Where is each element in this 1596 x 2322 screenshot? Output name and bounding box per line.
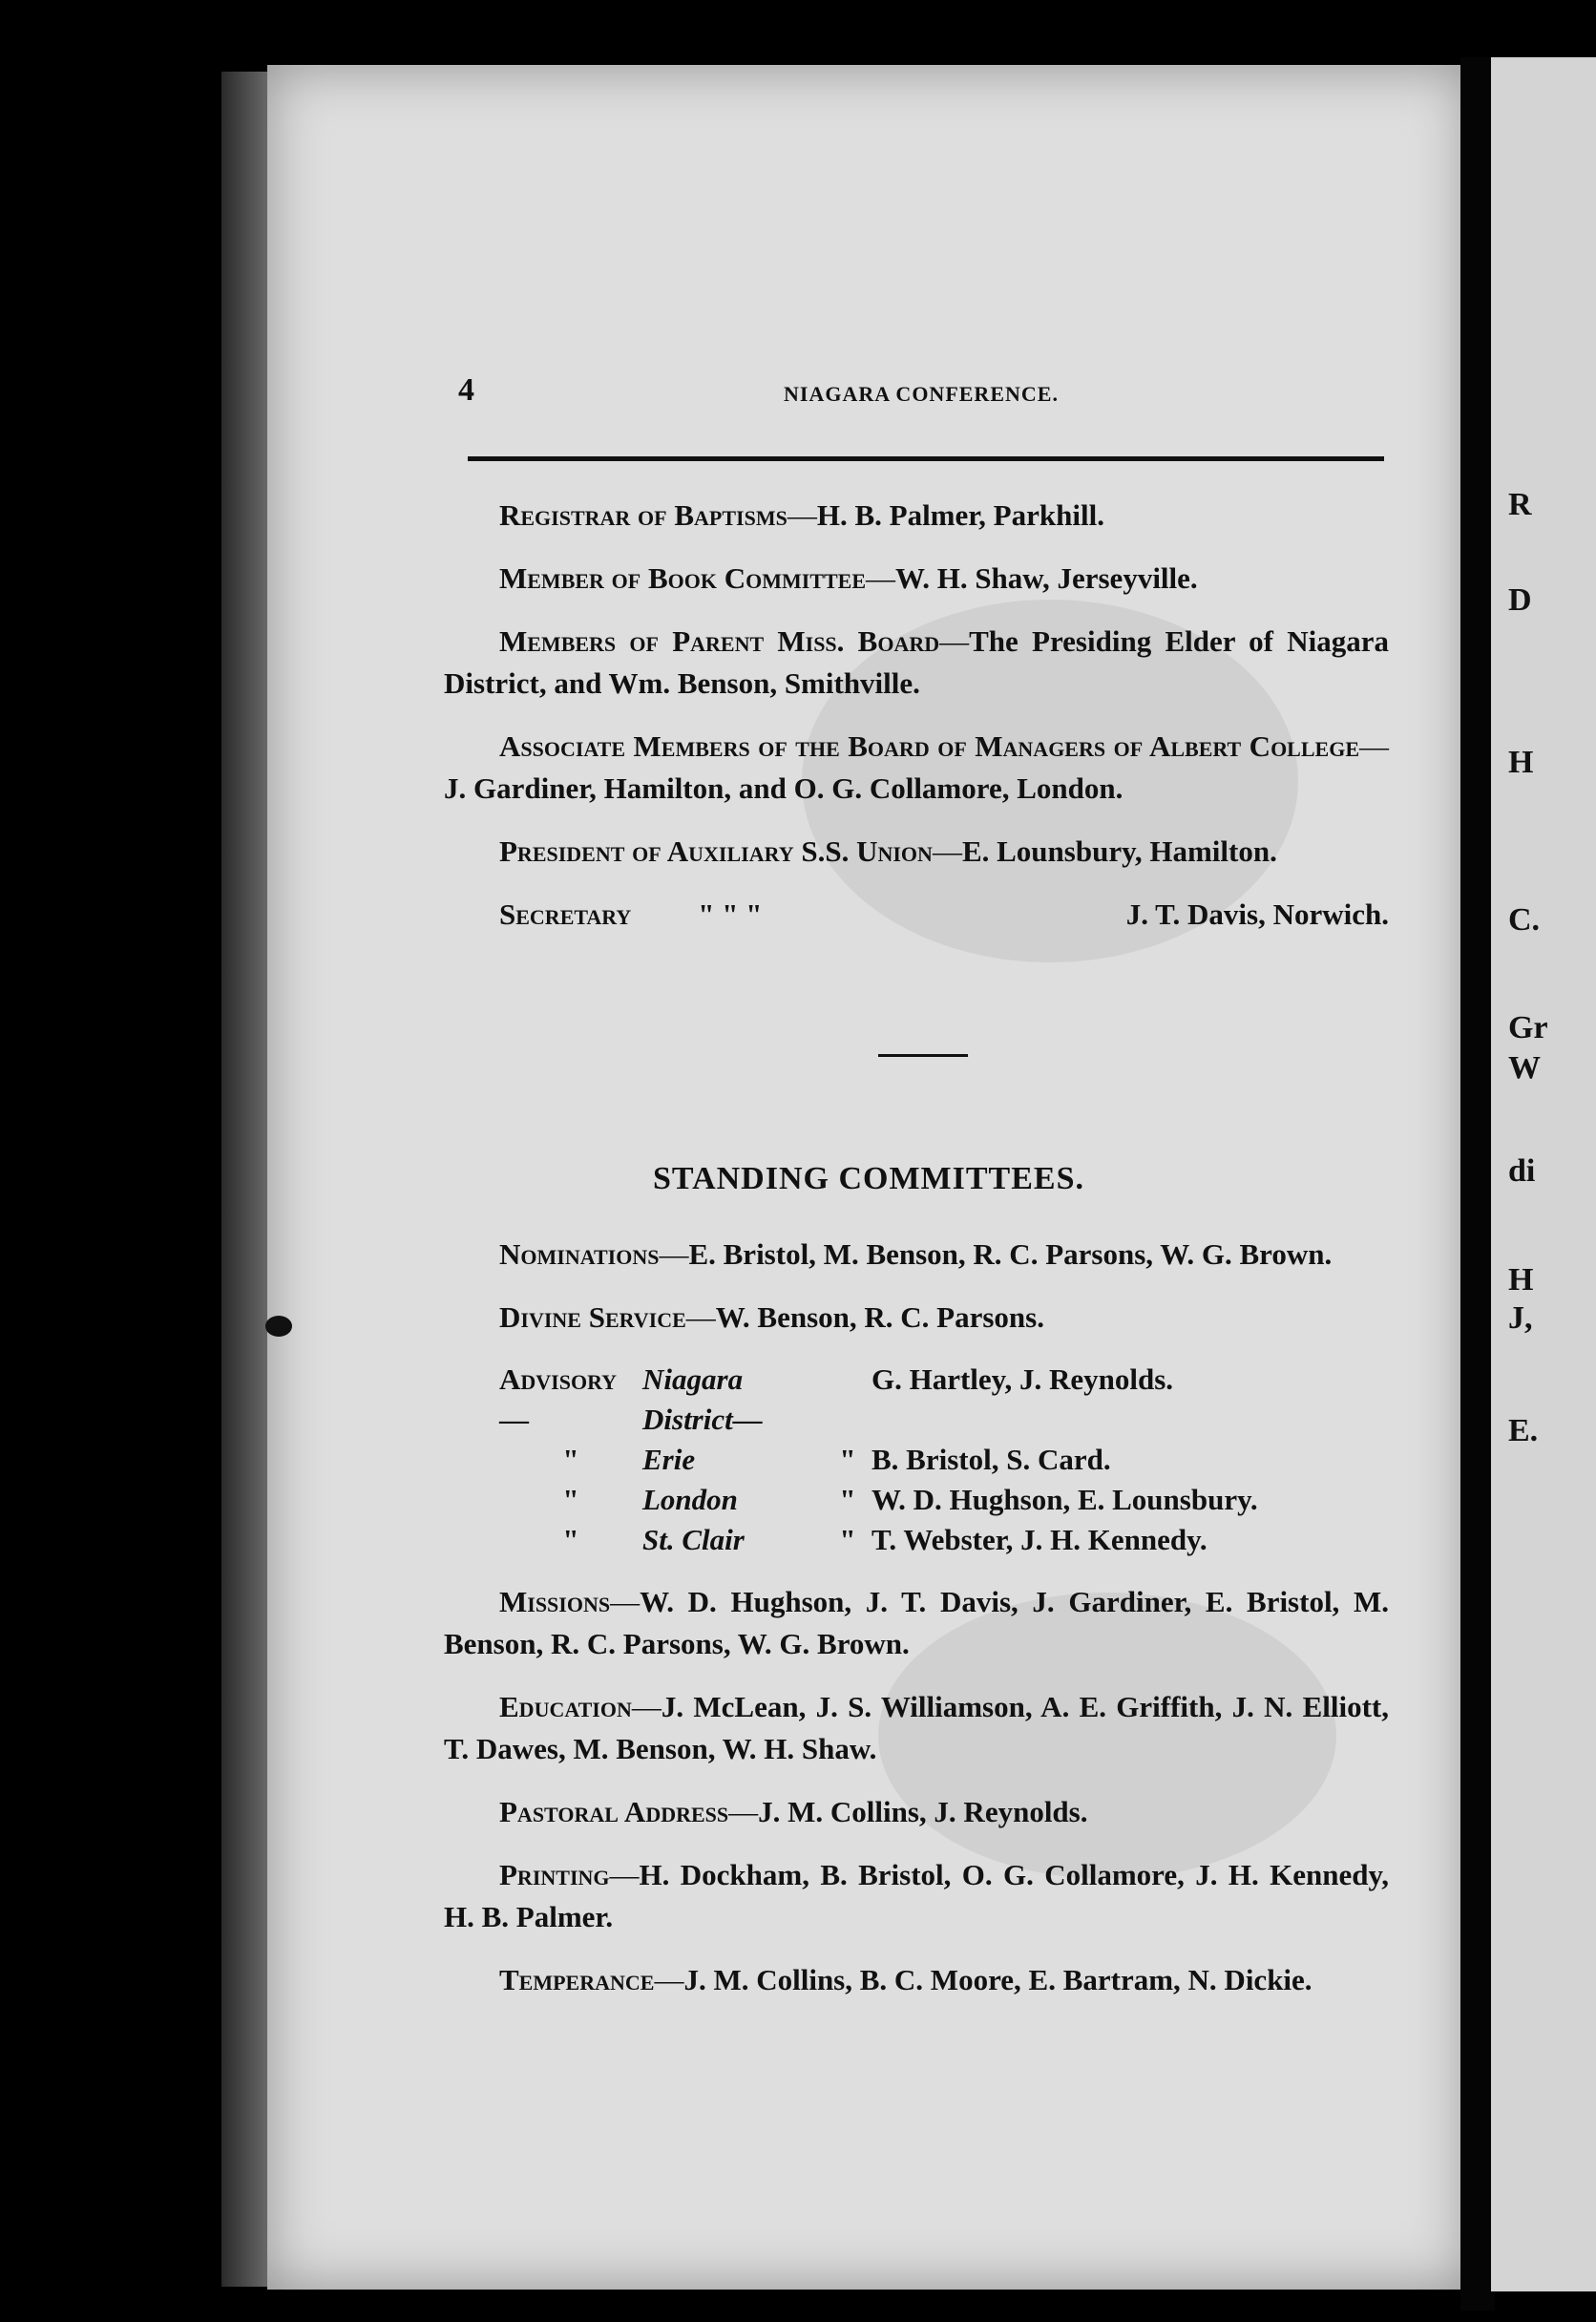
ditto-mark: " <box>839 1443 856 1476</box>
officer-names: W. H. Shaw, Jerseyville. <box>895 561 1198 595</box>
adjacent-fragment: E. <box>1508 1413 1539 1448</box>
ditto-mark <box>824 1360 872 1440</box>
committee-names: E. Bristol, M. Benson, R. C. Parsons, W. G. Brown. <box>688 1237 1333 1271</box>
secretary-entry <box>444 894 1389 936</box>
committee-label: Printing <box>499 1858 610 1891</box>
advisory-row <box>499 1520 1258 1560</box>
advisory-district: Erie <box>642 1443 696 1476</box>
officer-label: Associate Members of the Board of Managers of Albert College <box>499 729 1359 763</box>
section-title: STANDING COMMITTEES. <box>653 1161 1084 1196</box>
advisory-label: Advisory— <box>499 1362 618 1436</box>
ditto-mark: " <box>562 1443 579 1476</box>
committee-entry: Temperance—J. M. Collins, B. C. Moore, E. Bartram, N. Dickie. <box>499 1963 1312 1996</box>
committee-names: J. M. Collins, B. C. Moore, E. Bartram, N. Dickie. <box>683 1963 1312 1996</box>
officer-names: The Presiding Elder of Niagara District, and Wm. Benson, Smithville. <box>444 624 1389 700</box>
committees-list <box>444 1234 1389 2022</box>
committee-label: Pastoral Address <box>499 1795 729 1828</box>
adjacent-fragment: R <box>1508 487 1532 522</box>
advisory-row <box>499 1360 1258 1440</box>
committee-entry: Pastoral Address—J. M. Collins, J. Reynolds. <box>499 1795 1088 1828</box>
officer-entry: Member of Book Committee—W. H. Shaw, Jerseyville. <box>499 561 1198 595</box>
officer-names: E. Lounsbury, Hamilton. <box>961 834 1277 868</box>
officer-names: J. Gardiner, Hamilton, and O. G. Collamore, London. <box>444 771 1124 805</box>
ditto-mark: " <box>839 1523 856 1556</box>
committee-names: W. Benson, R. C. Parsons. <box>715 1300 1044 1334</box>
officers-list <box>444 495 1389 957</box>
committee-names: J. M. Collins, J. Reynolds. <box>758 1795 1088 1828</box>
advisory-district: St. Clair <box>642 1523 745 1556</box>
page-content <box>267 65 1470 2290</box>
committee-label: Divine Service <box>499 1300 686 1334</box>
advisory-names: B. Bristol, S. Card. <box>872 1443 1111 1476</box>
officer-entry: Registrar of Baptisms—H. B. Palmer, Parkhill. <box>499 498 1104 532</box>
officer-label: President of Auxiliary S.S. Union <box>499 834 933 868</box>
committee-entry: Education—J. McLean, J. S. Williamson, A. E. Griffith, J. N. Elliott, T. Dawes, M. Benson, W. H. Shaw. <box>444 1690 1389 1765</box>
committee-names: W. D. Hughson, J. T. Davis, J. Gardiner, E. Bristol, M. Benson, R. C. Parsons, W. G. Brown. <box>444 1585 1389 1660</box>
header-rule <box>468 456 1384 461</box>
advisory-district: London <box>642 1483 738 1516</box>
adjacent-fragment: di <box>1508 1153 1536 1189</box>
officer-entry: Associate Members of the Board of Managers of Albert College—J. Gardiner, Hamilton, and O. G. Collamore, London. <box>444 729 1389 805</box>
committee-label: Temperance <box>499 1963 655 1996</box>
officer-label: Member of Book Committee <box>499 561 867 595</box>
advisory-row <box>499 1480 1258 1520</box>
committee-names: J. McLean, J. S. Williamson, A. E. Griffith, J. N. Elliott, T. Dawes, M. Benson, W. H. Shaw. <box>444 1690 1389 1765</box>
adjacent-fragment: J, <box>1508 1300 1533 1336</box>
committee-entry: Divine Service—W. Benson, R. C. Parsons. <box>499 1300 1044 1334</box>
officer-label: Registrar of Baptisms <box>499 498 788 532</box>
section-divider <box>878 1054 968 1057</box>
page-left-edge <box>221 72 269 2287</box>
adjacent-fragment: H <box>1508 1262 1534 1298</box>
committee-entry: Nominations—E. Bristol, M. Benson, R. C. Parsons, W. G. Brown. <box>499 1237 1333 1271</box>
advisory-table <box>499 1360 1258 1560</box>
committee-label: Education <box>499 1690 632 1723</box>
adjacent-page-edge <box>1491 57 1596 2291</box>
ink-blot <box>265 1316 292 1337</box>
committee-label: Missions <box>499 1585 611 1618</box>
officer-names: H. B. Palmer, Parkhill. <box>816 498 1104 532</box>
advisory-names: T. Webster, J. H. Kennedy. <box>872 1523 1208 1556</box>
committee-entry: Missions—W. D. Hughson, J. T. Davis, J. Gardiner, E. Bristol, M. Benson, R. C. Parsons, W. G. Brown. <box>444 1585 1389 1660</box>
committee-label: Nominations <box>499 1237 660 1271</box>
adjacent-fragment: W <box>1508 1050 1541 1086</box>
officer-entry: Members of Parent Miss. Board—The Presiding Elder of Niagara District, and Wm. Benson, Smithville. <box>444 624 1389 700</box>
page-number: 4 <box>458 372 474 408</box>
officer-entry: President of Auxiliary S.S. Union—E. Lounsbury, Hamilton. <box>499 834 1277 868</box>
secretary-names: J. T. Davis, Norwich. <box>1125 897 1389 931</box>
advisory-names: W. D. Hughson, E. Lounsbury. <box>872 1483 1258 1516</box>
adjacent-fragment: Gr <box>1508 1010 1548 1045</box>
committee-names: H. Dockham, B. Bristol, O. G. Collamore, J. H. Kennedy, H. B. Palmer. <box>444 1858 1389 1933</box>
ditto-marks: " " " <box>698 897 763 931</box>
committee-entry: Printing—H. Dockham, B. Bristol, O. G. Collamore, J. H. Kennedy, H. B. Palmer. <box>444 1858 1389 1933</box>
adjacent-fragment: H <box>1508 745 1534 780</box>
secretary-label: Secretary <box>499 897 632 931</box>
officer-label: Members of Parent Miss. Board <box>499 624 940 658</box>
book-gutter <box>1460 57 1495 2311</box>
advisory-row <box>499 1440 1258 1480</box>
advisory-district: Niagara District— <box>642 1362 763 1436</box>
ditto-mark: " <box>562 1483 579 1516</box>
advisory-names: G. Hartley, J. Reynolds. <box>872 1362 1174 1396</box>
running-title: NIAGARA CONFERENCE. <box>784 382 1059 406</box>
ditto-mark: " <box>562 1523 579 1556</box>
ditto-mark: " <box>839 1483 856 1516</box>
adjacent-fragment: C. <box>1508 902 1541 938</box>
adjacent-fragment: D <box>1508 582 1532 618</box>
scanned-page <box>267 65 1470 2290</box>
page-header <box>458 372 1384 420</box>
